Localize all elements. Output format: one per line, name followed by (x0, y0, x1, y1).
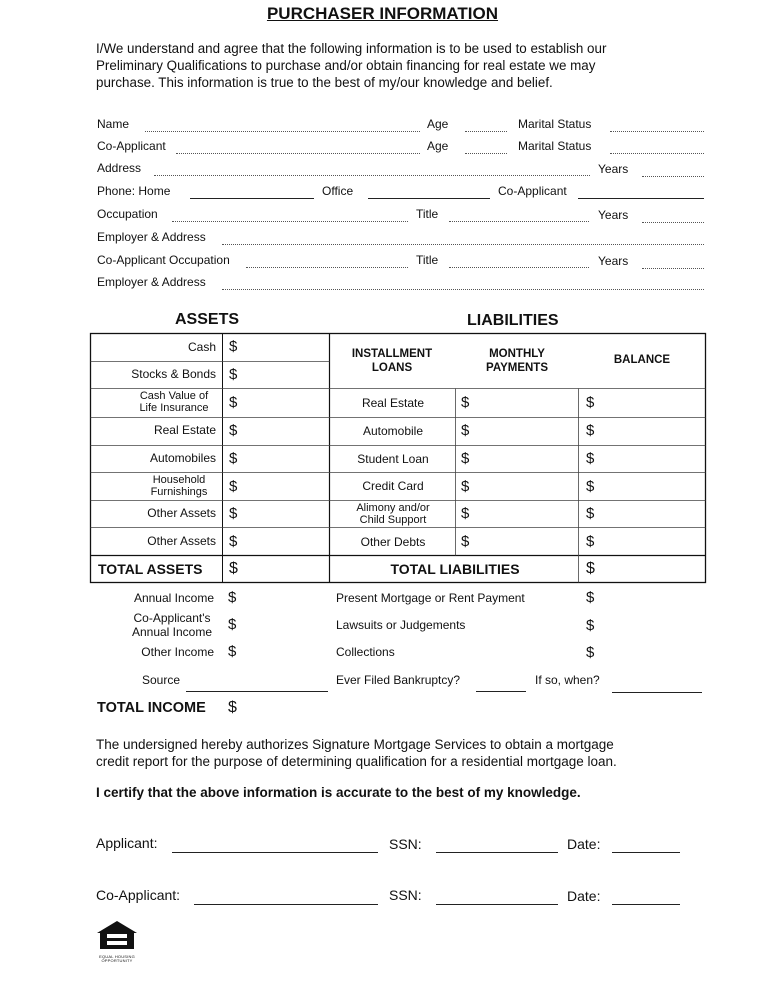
liability-automobile-payment[interactable]: $ (461, 422, 470, 439)
total-assets-label: TOTAL ASSETS (98, 561, 203, 577)
assets-heading: ASSETS (175, 311, 240, 328)
co-applicant-income-line-2: Annual Income (131, 625, 213, 639)
asset-household-field[interactable]: $ (229, 478, 238, 495)
liability-alimony-payment[interactable]: $ (461, 505, 470, 522)
co-applicant-income-label (124, 611, 220, 639)
asset-automobiles-field[interactable]: $ (229, 450, 238, 467)
liability-alimony-balance[interactable]: $ (586, 505, 595, 522)
asset-other-2-field[interactable]: $ (229, 533, 238, 550)
asset-real-estate-label: Real Estate (153, 423, 216, 437)
intro-line-2: Preliminary Qualifications to purchase and/or obtain financing for real estate we may (96, 58, 596, 73)
occupation-title-label: Title (416, 207, 439, 221)
asset-household-line-2: Furnishings (150, 486, 208, 498)
asset-other-2-label: Other Assets (147, 534, 216, 548)
present-mortgage-field[interactable]: $ (586, 589, 595, 606)
liability-other-debts-payment[interactable]: $ (461, 533, 470, 550)
co-applicant-income-field[interactable]: $ (228, 616, 237, 633)
asset-automobiles-label: Automobiles (149, 451, 216, 465)
total-assets-field[interactable]: $ (229, 560, 238, 577)
asset-other-1-label: Other Assets (147, 506, 216, 520)
asset-real-estate-field[interactable]: $ (229, 422, 238, 439)
asset-stocks-label: Stocks & Bonds (131, 367, 216, 381)
col-installment-line-2: LOANS (371, 362, 413, 374)
total-liabilities-field[interactable]: $ (586, 560, 595, 577)
other-income-field[interactable]: $ (228, 643, 237, 660)
authorization-paragraph (96, 736, 617, 770)
liability-student-loan-payment[interactable]: $ (461, 450, 470, 467)
col-monthly-payments (458, 347, 576, 375)
name-label: Name (97, 117, 130, 131)
marital-status-label: Marital Status (518, 117, 592, 131)
liability-real-estate-payment[interactable]: $ (461, 394, 470, 411)
applicant-date-field[interactable] (612, 852, 680, 853)
total-liabilities-label: TOTAL LIABILITIES (390, 561, 520, 577)
asset-life-insurance-field[interactable]: $ (229, 394, 238, 411)
phone-office-label: Office (322, 184, 354, 198)
asset-life-insurance-line-2: Life Insurance (139, 402, 209, 414)
intro-line-3: purchase. This information is true to the best of my/our knowledge and belief. (96, 75, 553, 90)
present-mortgage-label: Present Mortgage or Rent Payment (336, 591, 525, 605)
col-monthly-line-1: MONTHLY (489, 348, 545, 360)
occupation-label: Occupation (97, 207, 158, 221)
address-years-label: Years (598, 162, 629, 176)
liability-credit-card-payment[interactable]: $ (461, 478, 470, 495)
applicant-signature-label: Applicant: (96, 835, 158, 851)
authorization-line-1: The undersigned hereby authorizes Signature Mortgage Services to obtain a mortgage (96, 737, 614, 752)
address-label: Address (97, 161, 142, 175)
asset-cash-label: Cash (187, 340, 216, 354)
co-applicant-employer-label: Employer & Address (97, 275, 206, 289)
bankruptcy-label: Ever Filed Bankruptcy? (336, 673, 461, 687)
asset-cash-field[interactable]: $ (229, 338, 238, 355)
liabilities-heading: LIABILITIES (467, 312, 559, 329)
collections-label: Collections (336, 645, 395, 659)
co-applicant-occupation-label: Co-Applicant Occupation (97, 253, 230, 267)
asset-stocks-field[interactable]: $ (229, 366, 238, 383)
lawsuits-label: Lawsuits or Judgements (336, 618, 466, 632)
phone-co-applicant-label: Co-Applicant (498, 184, 567, 198)
collections-field[interactable]: $ (586, 644, 595, 661)
equal-housing-caption (94, 955, 140, 963)
liability-other-debts-label: Other Debts (360, 535, 426, 549)
co-applicant-title-label: Title (416, 253, 439, 267)
col-balance: BALANCE (613, 354, 671, 366)
asset-life-insurance-line-1: Cash Value of (139, 390, 209, 402)
annual-income-field[interactable]: $ (228, 589, 237, 606)
liability-student-loan-balance[interactable]: $ (586, 450, 595, 467)
asset-other-1-field[interactable]: $ (229, 505, 238, 522)
liability-alimony-line-1: Alimony and/or (356, 502, 430, 514)
liability-automobile-balance[interactable]: $ (586, 422, 595, 439)
bankruptcy-when-field[interactable] (612, 692, 702, 693)
asset-life-insurance-label (126, 390, 222, 414)
liability-real-estate-label: Real Estate (361, 396, 425, 410)
co-applicant-ssn-field[interactable] (436, 904, 558, 905)
bankruptcy-when-label: If so, when? (535, 673, 600, 687)
total-income-field[interactable]: $ (228, 699, 237, 716)
logo-caption-line-1: EQUAL HOUSING (99, 954, 135, 959)
source-label: Source (141, 673, 180, 687)
co-applicant-income-line-1: Co-Applicant's (133, 611, 211, 625)
liability-alimony-label (332, 502, 454, 526)
applicant-ssn-field[interactable] (436, 852, 558, 853)
certification-statement: I certify that the above information is accurate to the best of my knowledge. (96, 785, 581, 800)
authorization-line-2: credit report for the purpose of determining qualification for a residential mortgage loan. (96, 754, 617, 769)
other-income-label: Other Income (141, 645, 214, 659)
logo-caption-line-2: OPPORTUNITY (101, 958, 133, 963)
col-monthly-line-2: PAYMENTS (486, 362, 548, 374)
applicant-date-label: Date: (567, 836, 601, 852)
co-applicant-signature-field[interactable] (194, 904, 378, 905)
co-applicant-years-label: Years (598, 254, 629, 268)
asset-household-label (136, 474, 222, 498)
equal-housing-opportunity-icon (94, 920, 140, 950)
occupation-years-label: Years (598, 208, 629, 222)
liability-student-loan-label: Student Loan (357, 452, 429, 466)
total-income-label: TOTAL INCOME (97, 700, 206, 716)
liability-credit-card-label: Credit Card (362, 479, 424, 493)
intro-line-1: I/We understand and agree that the following information is to be used to establish our (96, 41, 607, 56)
applicant-ssn-label: SSN: (389, 836, 422, 852)
lawsuits-field[interactable]: $ (586, 617, 595, 634)
co-applicant-marital-label: Marital Status (518, 139, 592, 153)
col-installment-line-1: INSTALLMENT (351, 348, 433, 360)
co-applicant-age-label: Age (427, 139, 449, 153)
co-applicant-label: Co-Applicant (97, 139, 166, 153)
applicant-signature-field[interactable] (172, 852, 378, 853)
asset-household-line-1: Household (152, 474, 206, 486)
liability-credit-card-balance[interactable]: $ (586, 478, 595, 495)
co-applicant-date-label: Date: (567, 888, 601, 904)
col-installment-loans (333, 347, 451, 375)
liability-automobile-label: Automobile (362, 424, 424, 438)
liability-alimony-line-2: Child Support (359, 514, 427, 526)
co-applicant-date-field[interactable] (612, 904, 680, 905)
source-field[interactable] (186, 691, 328, 692)
liability-real-estate-balance[interactable]: $ (586, 394, 595, 411)
bankruptcy-field[interactable] (476, 691, 526, 692)
liability-other-debts-balance[interactable]: $ (586, 533, 595, 550)
co-applicant-signature-label: Co-Applicant: (96, 887, 181, 903)
page-title: PURCHASER INFORMATION (266, 4, 499, 23)
co-applicant-ssn-label: SSN: (389, 887, 422, 903)
employer-address-label: Employer & Address (97, 230, 206, 244)
phone-home-label: Phone: Home (97, 184, 171, 198)
equal-housing-logo (94, 920, 140, 963)
age-label: Age (427, 117, 449, 131)
annual-income-label: Annual Income (133, 591, 214, 605)
